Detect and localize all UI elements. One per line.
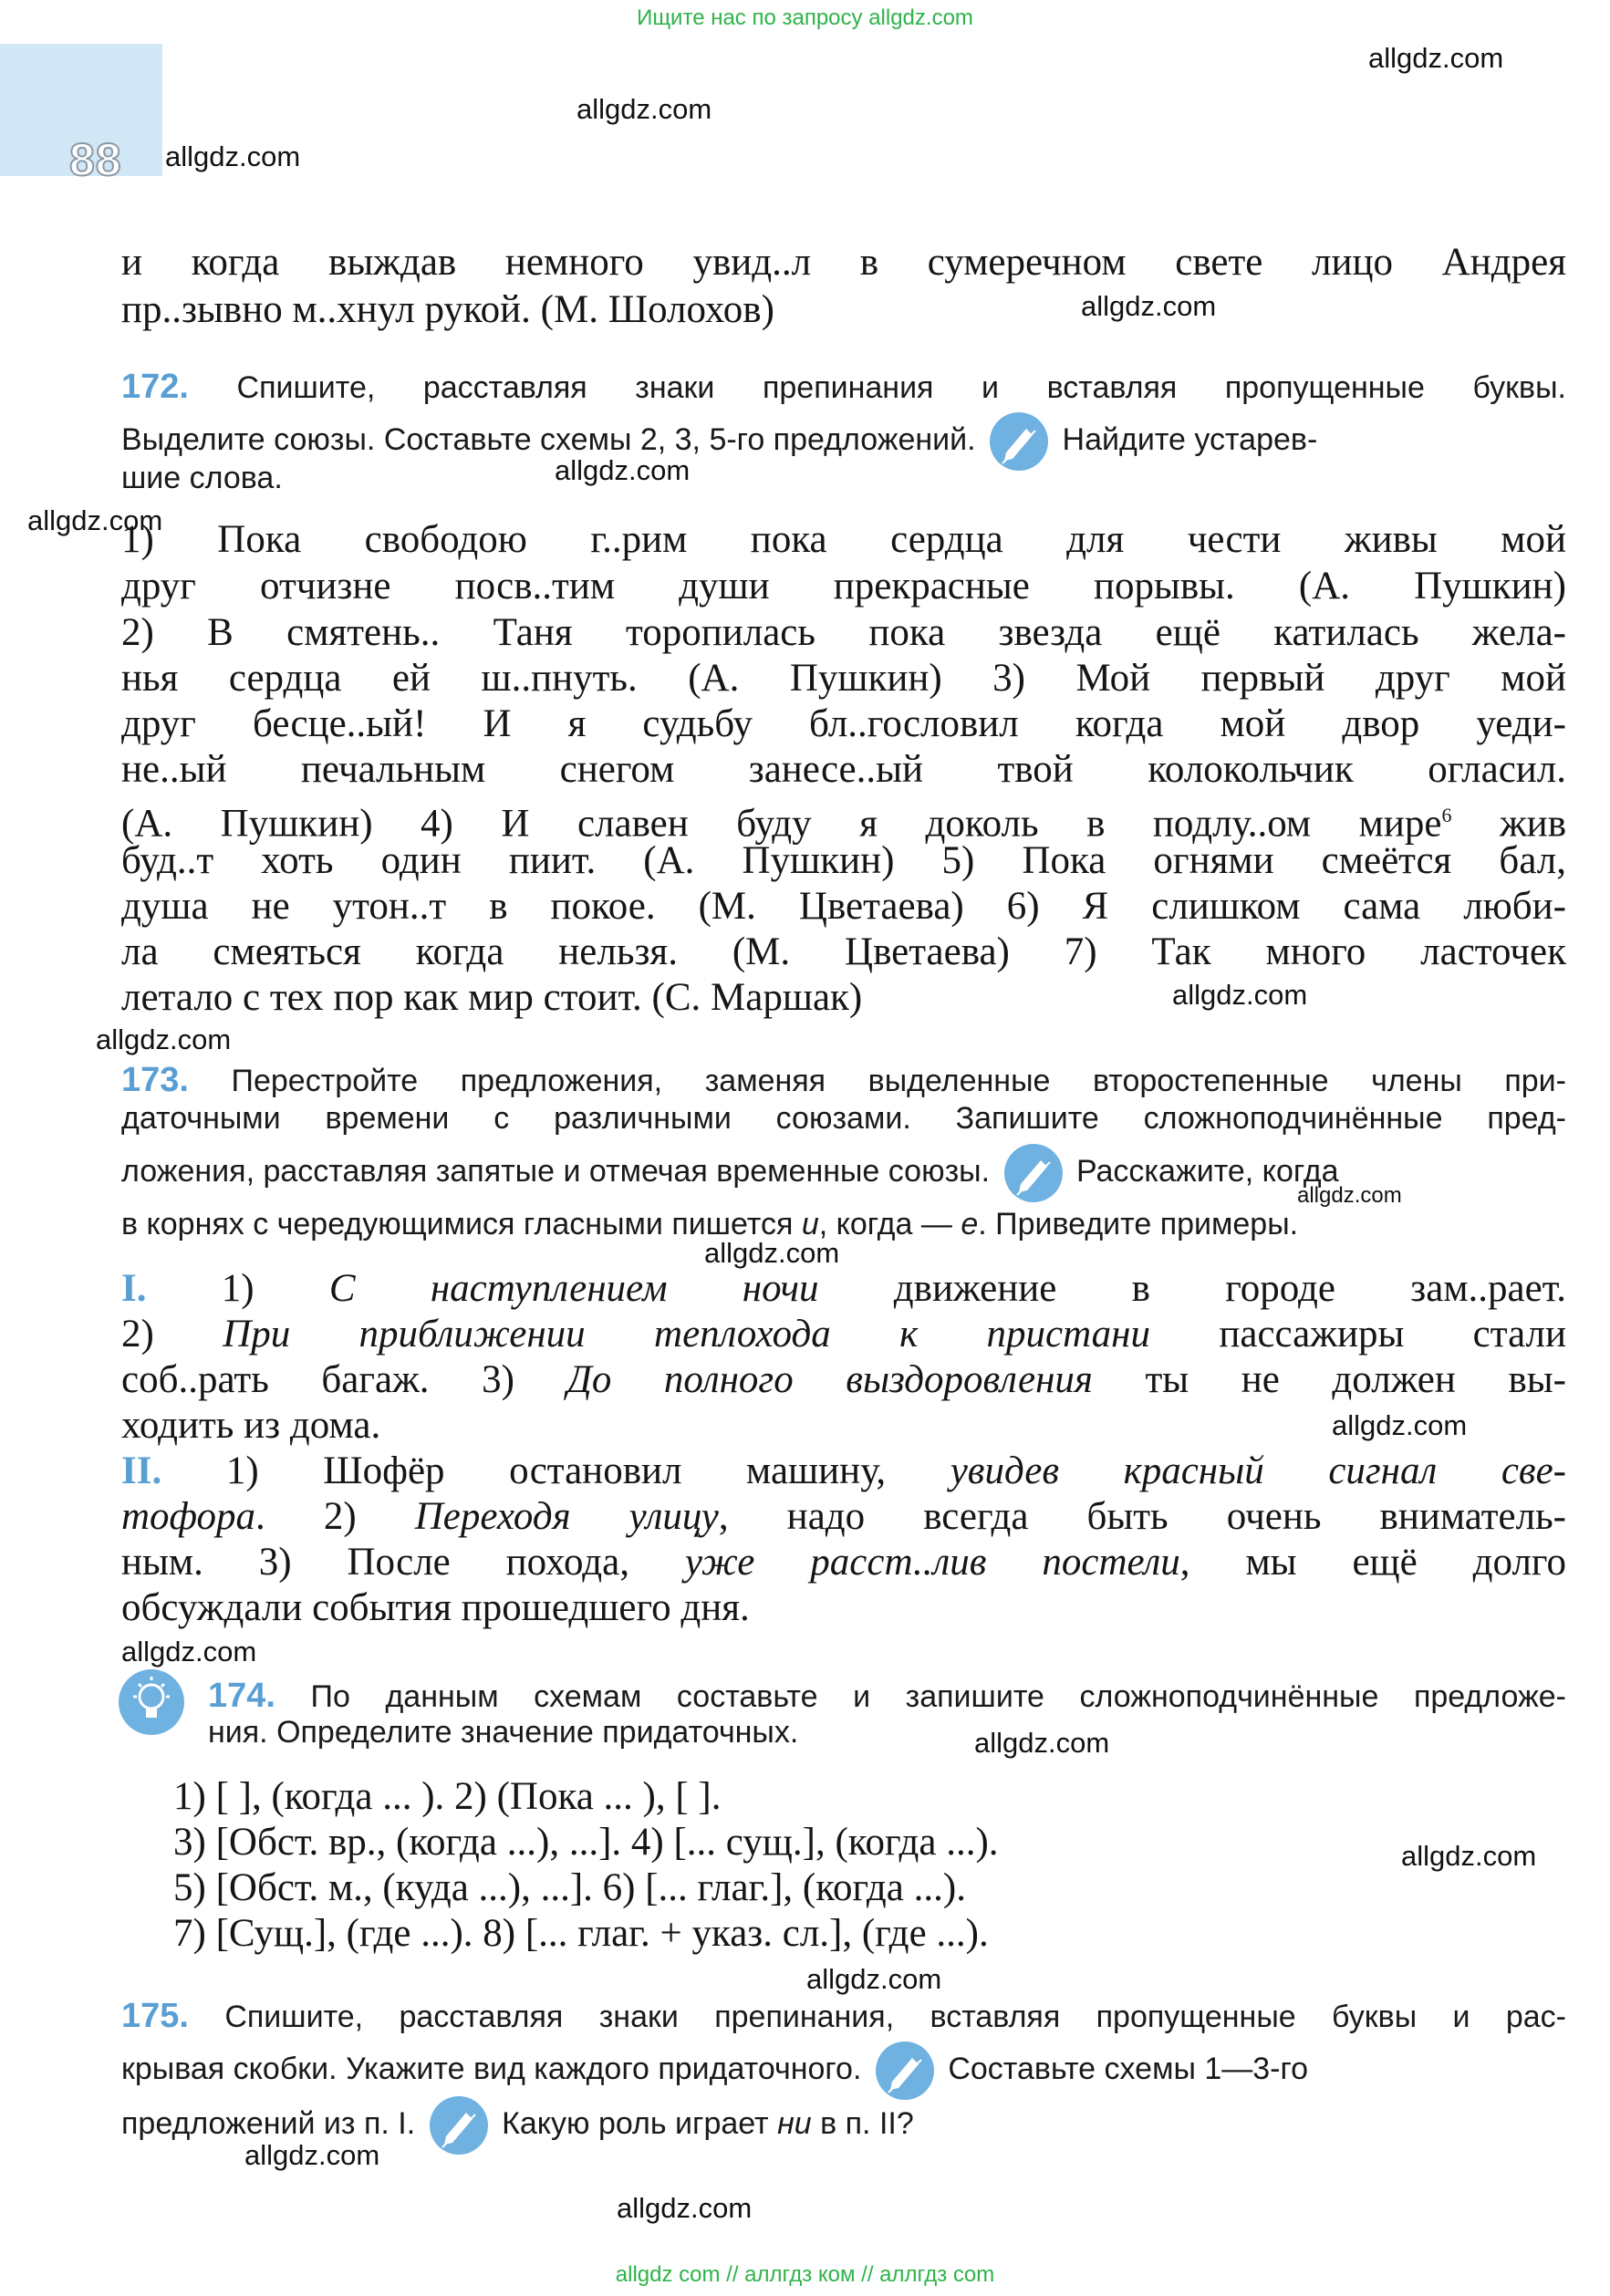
scheme-line: 3) [Обст. вр., (когда ...), ...]. 4) [... сущ.], (когда ...). bbox=[173, 1821, 999, 1864]
scheme-line: 5) [Обст. м., (куда ...), ...]. 6) [... глаг.], (когда ...). bbox=[173, 1866, 966, 1909]
task-text: По данным схемам составьте и запишите сложноподчинённые предложе- bbox=[310, 1679, 1566, 1714]
task-text: ния. Определите значение придаточных. bbox=[208, 1715, 799, 1750]
text-span: 1) Шофёр остановил машину, bbox=[225, 1449, 950, 1492]
pencil-icon bbox=[876, 2041, 934, 2100]
watermark: allgdz.com bbox=[96, 1023, 232, 1055]
watermark: allgdz.com bbox=[1081, 290, 1217, 322]
text-line bbox=[121, 1265, 1566, 1312]
page-number: 88 bbox=[69, 134, 122, 185]
exercise-175-task bbox=[121, 2096, 1566, 2155]
footer-links[interactable]: allgdz com // аллгдз ком // аллгдз com bbox=[615, 2262, 995, 2287]
text-span: жив bbox=[1451, 802, 1566, 846]
text-line: ла смеяться когда нельзя. (М. Цветаева) 7) Так много ласточек bbox=[121, 930, 1566, 973]
watermark: allgdz.com bbox=[27, 504, 163, 536]
task-text: Составьте схемы 1—3-го bbox=[948, 2051, 1309, 2086]
watermark: allgdz.com bbox=[165, 140, 301, 172]
task-text: в корнях с чередующимися гласными пишется bbox=[121, 1207, 802, 1242]
watermark: allgdz.com bbox=[576, 93, 712, 125]
text-span: соб..рать багаж. 3) bbox=[121, 1358, 567, 1401]
watermark: allgdz.com bbox=[121, 1636, 257, 1667]
exercise-175-task bbox=[121, 2041, 1566, 2100]
watermark: allgdz.com bbox=[1172, 979, 1308, 1011]
text-line bbox=[121, 1539, 1566, 1585]
exercise-175-task bbox=[121, 1994, 1566, 2039]
top-banner[interactable]: Ищите нас по запросу allgdz.com bbox=[637, 5, 973, 30]
text-span: 2) bbox=[121, 1313, 223, 1356]
scheme-line: 1) [ ], (когда ... ). 2) (Пока ... ), [ ]. bbox=[173, 1775, 722, 1818]
text-line: друг бесце..ый! И я судьбу бл..гословил когда мой двор уеди- bbox=[121, 702, 1566, 745]
text-span: ты не должен вы- bbox=[1092, 1358, 1566, 1401]
watermark: allgdz.com bbox=[974, 1727, 1110, 1759]
task-text: предложений из п. I. bbox=[121, 2105, 416, 2141]
highlighted-phrase: С наступлением ночи bbox=[328, 1267, 819, 1310]
text-span: движение в городе зам..рает. bbox=[818, 1267, 1567, 1310]
task-text: , когда — bbox=[818, 1207, 961, 1242]
exercise-173-task bbox=[121, 1202, 1566, 1246]
scheme-line: 7) [Сущ.], (где ...). 8) [... глаг. + указ. сл.], (где ...). bbox=[173, 1912, 989, 1955]
pencil-icon bbox=[430, 2096, 488, 2155]
task-text: Спишите, расставляя знаки препинания, вставляя пропущенные буквы и рас- bbox=[224, 2000, 1566, 2034]
watermark: allgdz.com bbox=[806, 1963, 942, 1995]
task-text: Перестройте предложения, заменяя выделенные второстепенные члены при- bbox=[231, 1064, 1566, 1098]
text-line bbox=[121, 1311, 1566, 1357]
text-line: буд..т хоть один пиит. (А. Пушкин) 5) Пока огнями смеётся бал, bbox=[121, 839, 1566, 882]
watermark: allgdz.com bbox=[1332, 1409, 1468, 1441]
text-span: (А. Пушкин) 4) И славен буду я доколь в подлу..ом мире bbox=[121, 802, 1442, 846]
task-text: . Приведите примеры. bbox=[978, 1207, 1299, 1242]
watermark: allgdz.com bbox=[704, 1237, 840, 1269]
highlighted-phrase: До полного выздоровления bbox=[566, 1358, 1093, 1401]
task-text: даточными времени с различными союзами. Запишите сложноподчинённые пред- bbox=[121, 1101, 1566, 1136]
highlighted-phrase: тофора bbox=[121, 1495, 256, 1538]
text-line: нья сердца ей ш..пнуть. (А. Пушкин) 3) Мой первый друг мой bbox=[121, 657, 1566, 700]
text-line: и когда выждав немного увид..л в сумеречном свете лицо Андрея bbox=[121, 241, 1566, 284]
watermark: allgdz.com bbox=[617, 2192, 753, 2224]
text-span: пассажиры стали bbox=[1150, 1313, 1567, 1356]
pencil-icon bbox=[1004, 1144, 1063, 1202]
highlighted-phrase: При приближении теплохода к пристани bbox=[223, 1313, 1151, 1356]
task-text: в п. II? bbox=[811, 2105, 914, 2141]
task-text: ни bbox=[777, 2105, 812, 2141]
exercise-number: 174. bbox=[208, 1677, 275, 1715]
task-text: е bbox=[961, 1207, 979, 1242]
text-line: ходить из дома. bbox=[121, 1404, 381, 1447]
text-line: не..ый печальным снегом занесе..ый твой колокольчик огласил. bbox=[121, 748, 1566, 791]
text-line bbox=[121, 1493, 1566, 1540]
exercise-173-task bbox=[121, 1144, 1566, 1202]
text-line bbox=[121, 1356, 1566, 1403]
highlighted-phrase: уже расст..лив постели bbox=[684, 1541, 1180, 1584]
text-span: , надо всегда быть очень вниматель- bbox=[718, 1495, 1567, 1538]
text-line: душа не утон..т в покое. (М. Цветаева) 6) Я слишком сама люби- bbox=[121, 885, 1566, 928]
text-line: летало с тех пор как мир стоит. (С. Маршак) bbox=[121, 976, 863, 1019]
highlighted-phrase: Переходя улицу bbox=[414, 1495, 719, 1538]
task-text: и bbox=[801, 1207, 819, 1242]
watermark: allgdz.com bbox=[1401, 1840, 1537, 1872]
text-line: обсуждали события прошедшего дня. bbox=[121, 1586, 750, 1629]
footnote-mark: 6 bbox=[1441, 804, 1452, 826]
watermark: allgdz.com bbox=[555, 454, 691, 486]
text-line: 1) Пока свободою г..рим пока сердца для чести живы мой bbox=[121, 518, 1566, 561]
watermark: allgdz.com bbox=[244, 2139, 380, 2171]
exercise-172-task bbox=[121, 365, 1566, 410]
text-span: . 2) bbox=[255, 1495, 415, 1538]
text-line: друг отчизне посв..тим души прекрасные порывы. (А. Пушкин) bbox=[121, 565, 1566, 608]
task-text: Спишите, расставляя знаки препинания и вставляя пропущенные буквы. bbox=[236, 370, 1566, 405]
highlighted-phrase: увидев красный сигнал све- bbox=[950, 1449, 1567, 1492]
watermark: allgdz.com bbox=[1368, 42, 1504, 74]
text-line bbox=[121, 1448, 1566, 1494]
part-label: II. bbox=[121, 1449, 162, 1492]
text-span: , мы ещё долго bbox=[1179, 1541, 1566, 1584]
task-text: Расскажите, когда bbox=[1075, 1153, 1339, 1189]
text-span: 1) bbox=[221, 1267, 329, 1310]
exercise-number: 175. bbox=[121, 1997, 189, 2035]
task-text: шие слова. bbox=[121, 461, 283, 495]
watermark: allgdz.com bbox=[1297, 1183, 1402, 1208]
task-text: Какую роль играет bbox=[502, 2105, 778, 2141]
task-text: Выделите союзы. Составьте схемы 2, 3, 5-го предложений. bbox=[121, 421, 976, 457]
exercise-number: 173. bbox=[121, 1061, 189, 1099]
text-line: пр..зывно м..хнул рукой. (М. Шолохов) bbox=[121, 288, 774, 331]
text-span: ным. 3) После похода, bbox=[121, 1541, 685, 1584]
part-label: I. bbox=[121, 1267, 147, 1310]
text-line: 2) В смятень.. Таня торопилась пока звезда ещё катилась жела- bbox=[121, 611, 1566, 654]
lightbulb-icon bbox=[119, 1669, 184, 1735]
exercise-number: 172. bbox=[121, 368, 189, 406]
task-text: ложения, расставляя запятые и отмечая временные союзы. bbox=[121, 1153, 991, 1189]
task-text: Найдите устарев- bbox=[1062, 421, 1318, 457]
task-text: крывая скобки. Укажите вид каждого придаточного. bbox=[121, 2051, 862, 2086]
